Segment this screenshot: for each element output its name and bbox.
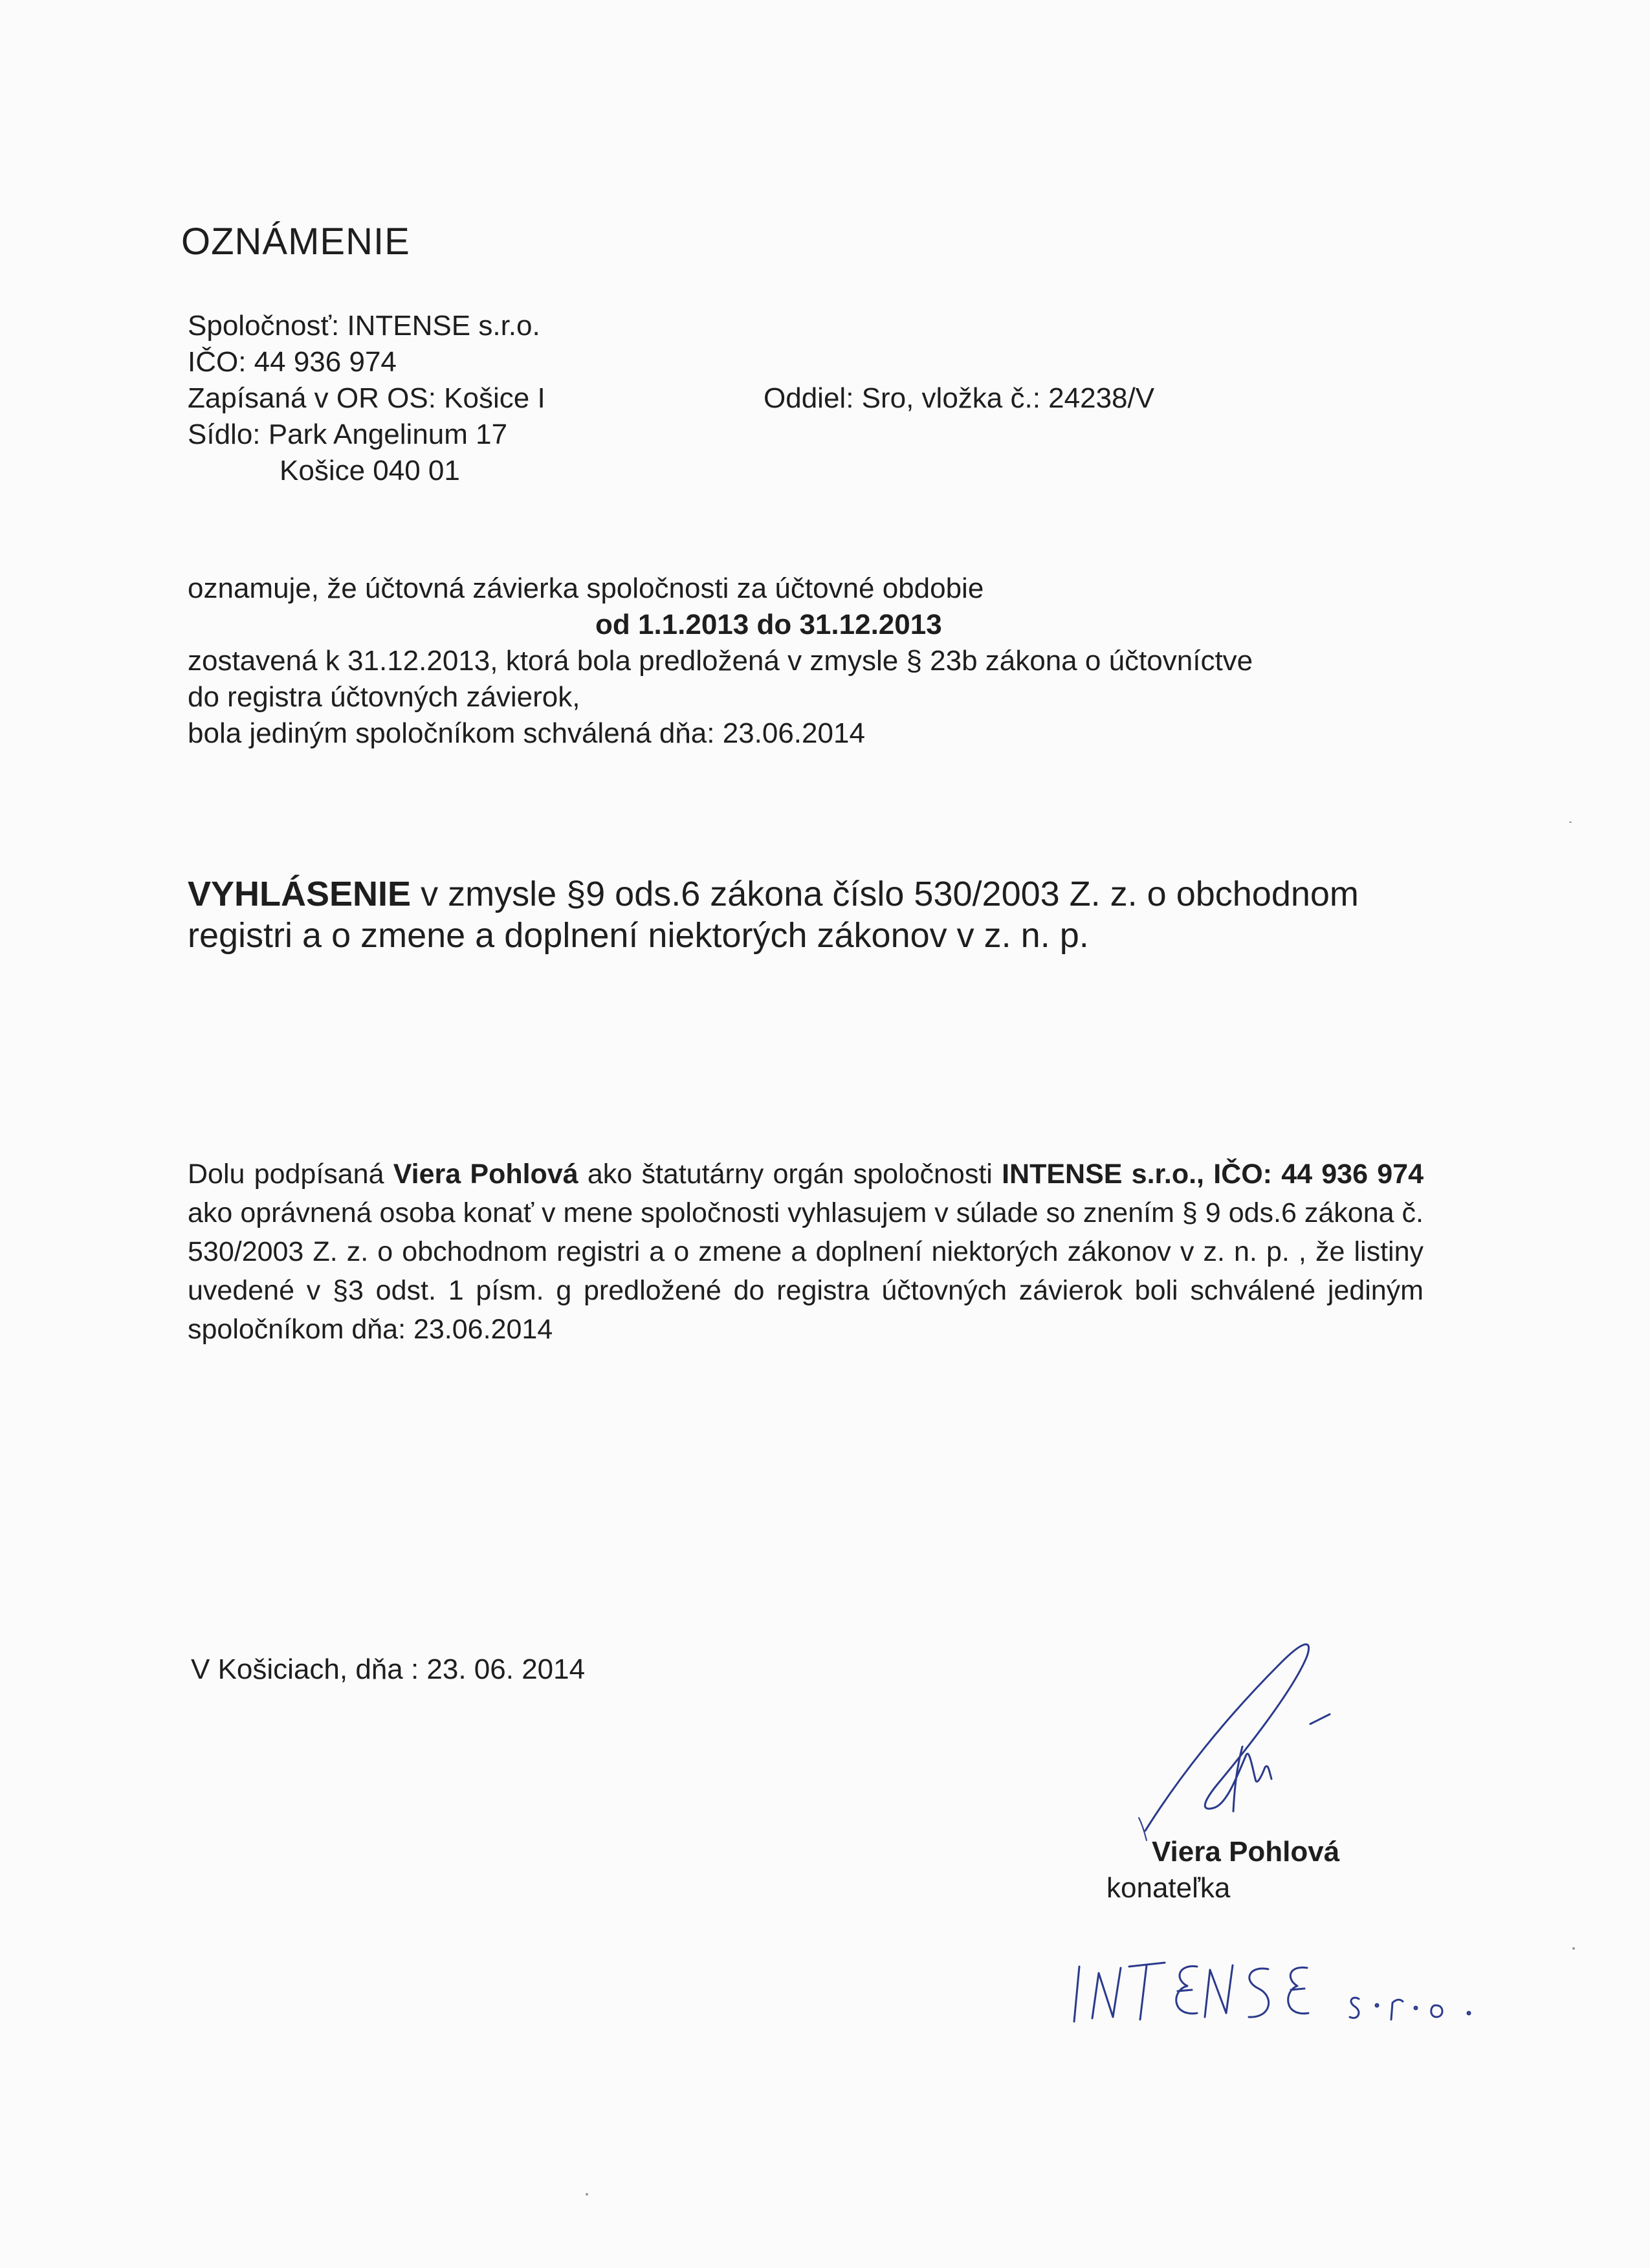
document-title: OZNÁMENIE <box>181 221 410 263</box>
declaration-heading: VYHLÁSENIE <box>188 875 412 913</box>
company-section-line: Oddiel: Sro, vložka č.: 24238/V <box>764 382 1155 414</box>
company-seat-line: Sídlo: Park Angelinum 17 <box>188 419 508 450</box>
declaration-text: v zmysle §9 ods.6 zákona číslo 530/2003 Z. z. o obchodnom registri a o zmene a doplnení niektorých zákonov v z. n. p. <box>188 875 1359 955</box>
declaration-block <box>188 873 1436 956</box>
statement-name: Viera Pohlová <box>393 1159 578 1190</box>
scan-speck <box>1572 1947 1575 1950</box>
company-registered-line: Zapísaná v OR OS: Košice I <box>188 382 545 414</box>
notice-period: od 1.1.2013 do 31.12.2013 <box>595 609 942 640</box>
statement-text-2: ako štatutárny orgán spoločnosti <box>578 1159 1002 1190</box>
notice-line-3: zostavená k 31.12.2013, ktorá bola predložená v zmysle § 23b zákona o účtovníctve <box>188 645 1253 677</box>
statement-text-3: ako oprávnená osoba konať v mene spoločnosti vyhlasujem v súlade so znením § 9 ods.6 zákona č. 530/2003 Z. z. o obchodnom registri a o zmene a doplnení niektorých zákonov v z. n. p. , že listiny uvedené v §3 odst. 1 písm. g predložené do registra účtovných závierok boli schválené jediným spoločníkom dňa: 23.06.2014 <box>188 1197 1424 1345</box>
company-city-line: Košice 040 01 <box>280 455 460 486</box>
company-name-line: Spoločnosť: INTENSE s.r.o. <box>188 310 540 342</box>
handwritten-company-name <box>1068 1941 1521 2038</box>
scan-speck <box>586 2193 588 2196</box>
notice-line-1: oznamuje, že účtovná závierka spoločnosti za účtovné obdobie <box>188 572 984 604</box>
statement-paragraph <box>188 1155 1424 1349</box>
statement-company: INTENSE s.r.o., <box>1002 1159 1204 1190</box>
signatory-role: konateľka <box>1106 1872 1231 1904</box>
company-ico-line: IČO: 44 936 974 <box>188 346 397 378</box>
statement-text-1: Dolu podpísaná <box>188 1159 393 1190</box>
notice-line-4: do registra účtovných závierok, <box>188 681 580 713</box>
place-and-date: V Košiciach, dňa : 23. 06. 2014 <box>191 1653 586 1685</box>
signatory-name: Viera Pohlová <box>1152 1836 1340 1868</box>
statement-ico: IČO: 44 936 974 <box>1213 1159 1424 1190</box>
notice-line-5: bola jediným spoločníkom schválená dňa: 23.06.2014 <box>188 717 865 749</box>
scan-speck <box>1569 822 1572 823</box>
